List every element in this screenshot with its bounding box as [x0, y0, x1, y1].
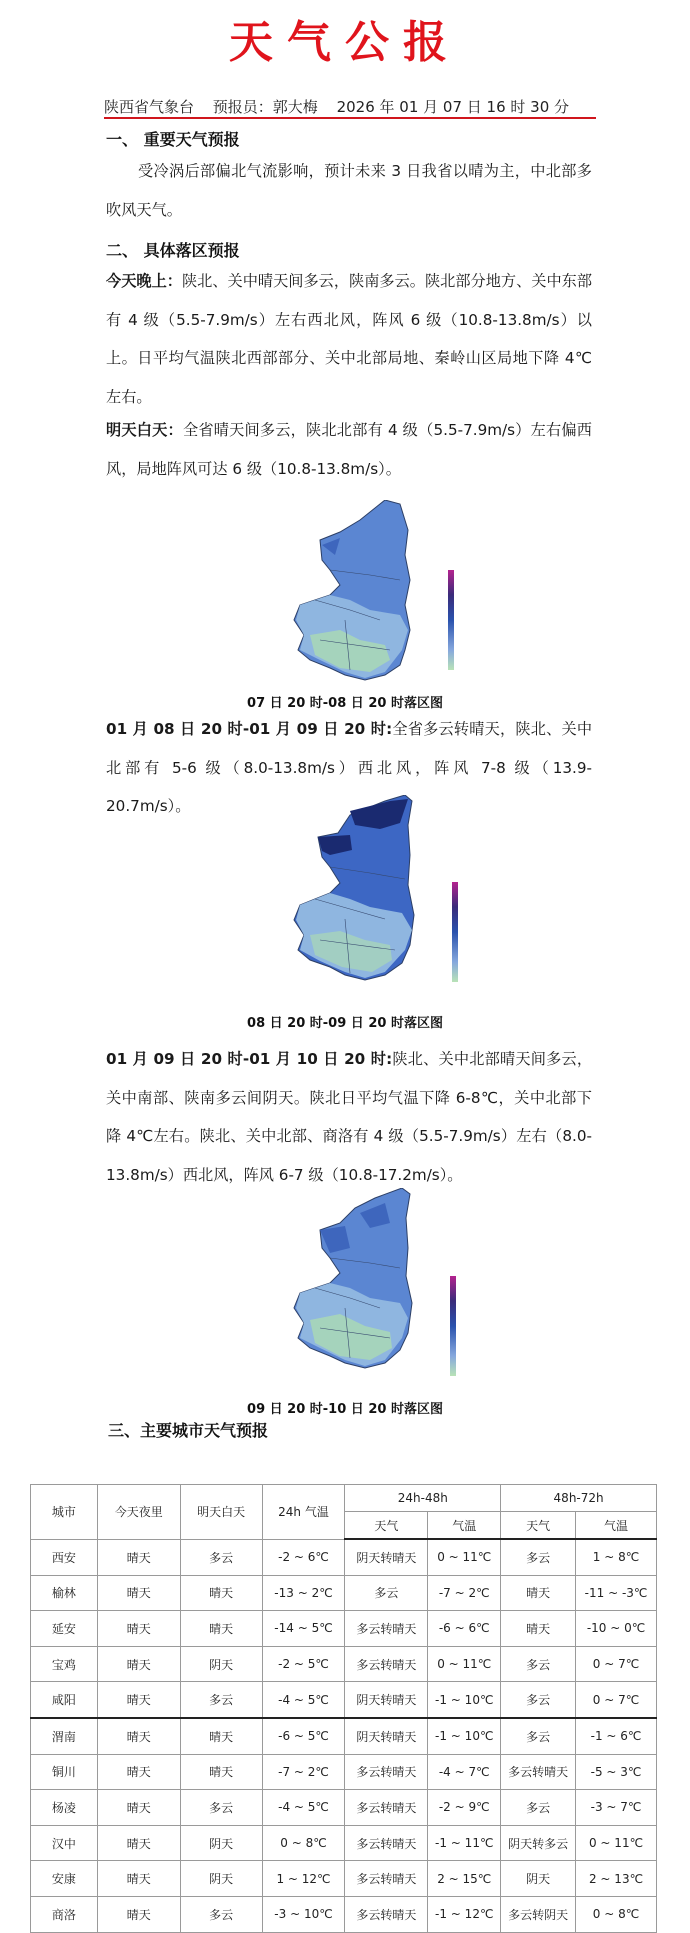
cell-tomorrow: 多云	[180, 1896, 262, 1932]
header-weather-1: 天气	[345, 1512, 428, 1540]
map3-caption: 09 日 20 时-10 日 20 时落区图	[247, 1402, 443, 1417]
cell-weather-48-72: 晴天	[501, 1611, 576, 1647]
table-row	[31, 1682, 657, 1718]
cell-weather-48-72: 阴天转多云	[501, 1825, 576, 1861]
header-48-72h: 48h-72h	[501, 1485, 657, 1512]
cell-temp-24-48: -4 ~ 7℃	[428, 1754, 501, 1790]
cell-temp-48-72: 0 ~ 7℃	[576, 1646, 657, 1682]
header-tonight: 今天夜里	[97, 1485, 180, 1540]
cell-weather-24-48: 阴天转晴天	[345, 1718, 428, 1754]
cell-temp-48-72: -1 ~ 6℃	[576, 1718, 657, 1754]
map2-caption: 08 日 20 时-09 日 20 时落区图	[247, 1016, 443, 1031]
issue-info	[104, 96, 594, 117]
cell-tonight: 晴天	[97, 1611, 180, 1647]
cell-city: 西安	[31, 1539, 98, 1575]
section1-body: 受冷涡后部偏北气流影响，预计未来 3 日我省以晴为主，中北部多吹风天气。	[106, 162, 592, 219]
period2-text: 全省多云转晴天，陕北、关中北部有 5-6 级（8.0-13.8m/s）西北风，阵风 7-8 级（13.9-20.7m/s）。	[106, 720, 593, 815]
cell-temp24: -2 ~ 6℃	[262, 1539, 345, 1575]
header-temp-2: 气温	[576, 1512, 657, 1540]
cell-temp-48-72: 0 ~ 7℃	[576, 1682, 657, 1718]
section1-heading: 一、 重要天气预报	[106, 130, 240, 149]
cell-tonight: 晴天	[97, 1539, 180, 1575]
cell-temp-24-48: -6 ~ 6℃	[428, 1611, 501, 1647]
header-24-48h: 24h-48h	[345, 1485, 501, 1512]
cell-temp-48-72: 0 ~ 11℃	[576, 1825, 657, 1861]
header-city: 城市	[31, 1485, 98, 1540]
city-forecast-table	[30, 1484, 657, 1933]
header-temp-1: 气温	[428, 1512, 501, 1540]
cell-tonight: 晴天	[97, 1896, 180, 1932]
legend-colorbar-1	[448, 564, 476, 672]
cell-temp-24-48: -1 ~ 10℃	[428, 1682, 501, 1718]
header-temp24: 24h 气温	[262, 1485, 345, 1540]
table-row	[31, 1790, 657, 1826]
cell-temp24: -14 ~ 5℃	[262, 1611, 345, 1647]
cell-tonight: 晴天	[97, 1790, 180, 1826]
cell-tomorrow: 晴天	[180, 1611, 262, 1647]
cell-temp-24-48: -1 ~ 12℃	[428, 1896, 501, 1932]
tomorrow-forecast	[106, 411, 592, 488]
legend-2	[452, 876, 480, 988]
table-row	[31, 1611, 657, 1647]
tonight-label: 今天晚上：	[106, 272, 182, 290]
cell-tomorrow: 多云	[180, 1790, 262, 1826]
cell-tonight: 晴天	[97, 1682, 180, 1718]
cell-weather-24-48: 阴天转晴天	[345, 1539, 428, 1575]
cell-temp-24-48: -7 ~ 2℃	[428, 1575, 501, 1611]
cell-tomorrow: 阴天	[180, 1825, 262, 1861]
cell-temp-48-72: 1 ~ 8℃	[576, 1539, 657, 1575]
title-divider	[104, 117, 596, 119]
tonight-text: 陕北、关中晴天间多云，陕南多云。陕北部分地方、关中东部有 4 级（5.5-7.9m/s）左右西北风，阵风 6 级（10.8-13.8m/s）以上。日平均气温陕北西部部分、关中北部局地、秦岭山区局地下降 4℃左右。	[106, 272, 592, 406]
table-row	[31, 1646, 657, 1682]
cell-tomorrow: 晴天	[180, 1754, 262, 1790]
cell-city: 商洛	[31, 1896, 98, 1932]
table-row	[31, 1896, 657, 1932]
map1-caption: 07 日 20 时-08 日 20 时落区图	[247, 696, 443, 711]
cell-weather-24-48: 多云转晴天	[345, 1825, 428, 1861]
forecast-map-1	[290, 500, 440, 685]
legend-3	[450, 1270, 478, 1382]
table-body	[31, 1539, 657, 1932]
cell-tonight: 晴天	[97, 1825, 180, 1861]
cell-temp24: -3 ~ 10℃	[262, 1896, 345, 1932]
cell-weather-24-48: 多云转晴天	[345, 1611, 428, 1647]
tomorrow-text: 全省晴天间多云，陕北北部有 4 级（5.5-7.9m/s）左右偏西风，局地阵风可达 6 级（10.8-13.8m/s）。	[106, 421, 592, 478]
cell-weather-24-48: 多云转晴天	[345, 1646, 428, 1682]
issued-at: 2026 年 01 月 07 日 16 时 30 分	[336, 98, 570, 116]
cell-tonight: 晴天	[97, 1575, 180, 1611]
cell-temp-24-48: -1 ~ 11℃	[428, 1825, 501, 1861]
forecast-map-3	[290, 1188, 440, 1373]
cell-city: 渭南	[31, 1718, 98, 1754]
cell-tomorrow: 多云	[180, 1682, 262, 1718]
cell-temp-24-48: 2 ~ 15℃	[428, 1861, 501, 1897]
cell-city: 榆林	[31, 1575, 98, 1611]
table-row	[31, 1861, 657, 1897]
forecaster: 预报员：郭大梅	[212, 98, 318, 116]
cell-temp-48-72: -11 ~ -3℃	[576, 1575, 657, 1611]
table-row	[31, 1825, 657, 1861]
cell-temp-24-48: 0 ~ 11℃	[428, 1646, 501, 1682]
cell-weather-24-48: 多云转晴天	[345, 1861, 428, 1897]
cell-temp24: 1 ~ 12℃	[262, 1861, 345, 1897]
cell-tomorrow: 晴天	[180, 1575, 262, 1611]
cell-weather-24-48: 多云转晴天	[345, 1896, 428, 1932]
cell-tomorrow: 阴天	[180, 1861, 262, 1897]
cell-tonight: 晴天	[97, 1718, 180, 1754]
cell-temp24: 0 ~ 8℃	[262, 1825, 345, 1861]
tonight-forecast	[106, 262, 592, 416]
cell-city: 铜川	[31, 1754, 98, 1790]
period3-forecast	[106, 1040, 592, 1194]
cell-city: 汉中	[31, 1825, 98, 1861]
table-row	[31, 1718, 657, 1754]
cell-weather-24-48: 阴天转晴天	[345, 1682, 428, 1718]
section2-heading: 二、 具体落区预报	[106, 241, 240, 260]
cell-temp-48-72: 2 ~ 13℃	[576, 1861, 657, 1897]
table-row	[31, 1754, 657, 1790]
cell-temp-48-72: -5 ~ 3℃	[576, 1754, 657, 1790]
header-weather-2: 天气	[501, 1512, 576, 1540]
forecast-map-2	[290, 795, 440, 985]
cell-weather-48-72: 多云转晴天	[501, 1754, 576, 1790]
cell-tonight: 晴天	[97, 1646, 180, 1682]
legend-colorbar-3	[450, 1270, 478, 1378]
cell-weather-48-72: 多云	[501, 1790, 576, 1826]
cell-temp-24-48: 0 ~ 11℃	[428, 1539, 501, 1575]
cell-city: 安康	[31, 1861, 98, 1897]
table-row	[31, 1575, 657, 1611]
cell-temp24: -13 ~ 2℃	[262, 1575, 345, 1611]
period2-label: 01 月 08 日 20 时-01 月 09 日 20 时:	[106, 720, 393, 738]
cell-temp24: -4 ~ 5℃	[262, 1790, 345, 1826]
cell-temp-48-72: 0 ~ 8℃	[576, 1896, 657, 1932]
cell-temp-24-48: -2 ~ 9℃	[428, 1790, 501, 1826]
cell-weather-48-72: 多云	[501, 1539, 576, 1575]
cell-temp-48-72: -3 ~ 7℃	[576, 1790, 657, 1826]
cell-temp24: -4 ~ 5℃	[262, 1682, 345, 1718]
legend-1	[448, 564, 476, 676]
cell-city: 宝鸡	[31, 1646, 98, 1682]
section3-heading: 三、主要城市天气预报	[108, 1421, 269, 1440]
cell-city: 咸阳	[31, 1682, 98, 1718]
cell-temp24: -2 ~ 5℃	[262, 1646, 345, 1682]
cell-temp24: -7 ~ 2℃	[262, 1754, 345, 1790]
cell-tomorrow: 晴天	[180, 1718, 262, 1754]
cell-weather-48-72: 多云	[501, 1718, 576, 1754]
legend-colorbar-2	[452, 876, 480, 984]
cell-weather-24-48: 多云转晴天	[345, 1790, 428, 1826]
header-tomorrow: 明天白天	[180, 1485, 262, 1540]
cell-weather-48-72: 阴天	[501, 1861, 576, 1897]
cell-tonight: 晴天	[97, 1754, 180, 1790]
cell-weather-48-72: 晴天	[501, 1575, 576, 1611]
cell-tomorrow: 阴天	[180, 1646, 262, 1682]
document-title: 天气公报	[229, 17, 461, 68]
cell-tomorrow: 多云	[180, 1539, 262, 1575]
cell-temp-24-48: -1 ~ 10℃	[428, 1718, 501, 1754]
tomorrow-label: 明天白天：	[106, 421, 183, 439]
period3-text: 陕北、关中北部晴天间多云，关中南部、陕南多云间阴天。陕北日平均气温下降 6-8℃，关中北部下降 4℃左右。陕北、关中北部、商洛有 4 级（5.5-7.9m/s）左右（8.0-13.8m/s）西北风，阵风 6-7 级（10.8-17.2m/s）。	[106, 1050, 593, 1184]
cell-weather-48-72: 多云转阴天	[501, 1896, 576, 1932]
table-row	[31, 1539, 657, 1575]
cell-weather-48-72: 多云	[501, 1682, 576, 1718]
cell-weather-24-48: 多云转晴天	[345, 1754, 428, 1790]
issuer: 陕西省气象台	[104, 98, 195, 116]
cell-tonight: 晴天	[97, 1861, 180, 1897]
cell-weather-48-72: 多云	[501, 1646, 576, 1682]
cell-city: 延安	[31, 1611, 98, 1647]
cell-city: 杨凌	[31, 1790, 98, 1826]
cell-weather-24-48: 多云	[345, 1575, 428, 1611]
period3-label: 01 月 09 日 20 时-01 月 10 日 20 时:	[106, 1050, 393, 1068]
cell-temp-48-72: -10 ~ 0℃	[576, 1611, 657, 1647]
cell-temp24: -6 ~ 5℃	[262, 1718, 345, 1754]
